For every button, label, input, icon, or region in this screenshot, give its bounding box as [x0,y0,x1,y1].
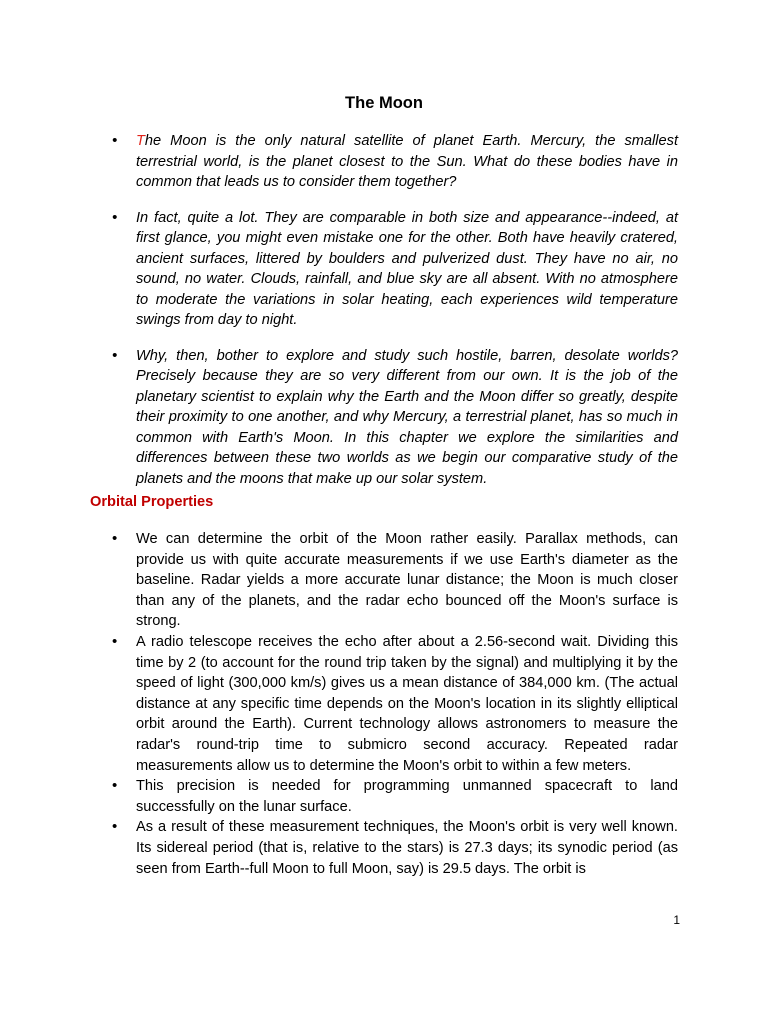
section-heading: Orbital Properties [90,494,214,510]
drop-cap-letter: T [136,133,145,149]
list-item-text: In fact, quite a lot. They are comparable in both size and appearance--indeed, at first glance, you might even mistake one for the other. Both have heavily cratered, ancient surfaces, littered by boulders and pulverized dust. They have no air, no sound, no water. Clouds, rainfall, and blue sky are all absent. With no atmosphere to moderate the variations in solar heating, each experiences wild temperature swings from day to night. [136,209,678,328]
list-item [112,529,678,632]
page-number: 1 [673,913,680,927]
list-item-text: As a result of these measurement techniques, the Moon's orbit is very well known. Its sidereal period (that is, relative to the stars) is 27.3 days; its synodic period (as seen from Earth--full Moon to full Moon, say) is 29.5 days. The orbit is [136,819,678,877]
list-item [112,817,678,879]
intro-bullet-list [112,131,678,489]
list-item-text: We can determine the orbit of the Moon rather easily. Parallax methods, can provide us with quite accurate measurements if we use Earth's diameter as the baseline. Radar yields a more accurate lunar distance; the Moon is much closer than any of the planets, and the radar echo bounced off the Moon's surface is strong. [136,531,678,630]
list-item [112,208,678,331]
list-item [112,346,678,490]
page-title: The Moon [345,94,423,112]
orbital-bullet-list [112,529,678,879]
list-item [112,632,678,776]
list-item-text: This precision is needed for programming unmanned spacecraft to land successfully on the lunar surface. [136,778,678,815]
list-item [112,131,678,193]
list-item-text: Why, then, bother to explore and study such hostile, barren, desolate worlds? Precisely because they are so very different from our own. It is the job of the planetary scientist to explain why the Earth and the Moon differ so greatly, despite their proximity to one another, and why Mercury, a terrestrial planet, has so much in common with Earth's Moon. In this chapter we explore the similarities and differences between these two worlds as we begin our comparative study of the planets and the moons that make up our solar system. [136,347,678,487]
list-item [112,776,678,817]
list-item-text: he Moon is the only natural satellite of planet Earth. Mercury, the smallest terrestrial world, is the planet closest to the Sun. What do these bodies have in common that leads us to consider them together? [136,133,678,190]
list-item-text: A radio telescope receives the echo after about a 2.56-second wait. Dividing this time by 2 (to account for the round trip taken by the signal) and multiplying it by the speed of light (300,000 km/s) gives us a mean distance of 384,000 km. (The actual distance at any specific time depends on the Moon's location in its slightly elliptical orbit around the Earth). Current technology allows astronomers to measure the radar's round-trip time to submicro second accuracy. Repeated radar measurements allow us to determine the Moon's orbit to within a few meters. [136,633,678,774]
